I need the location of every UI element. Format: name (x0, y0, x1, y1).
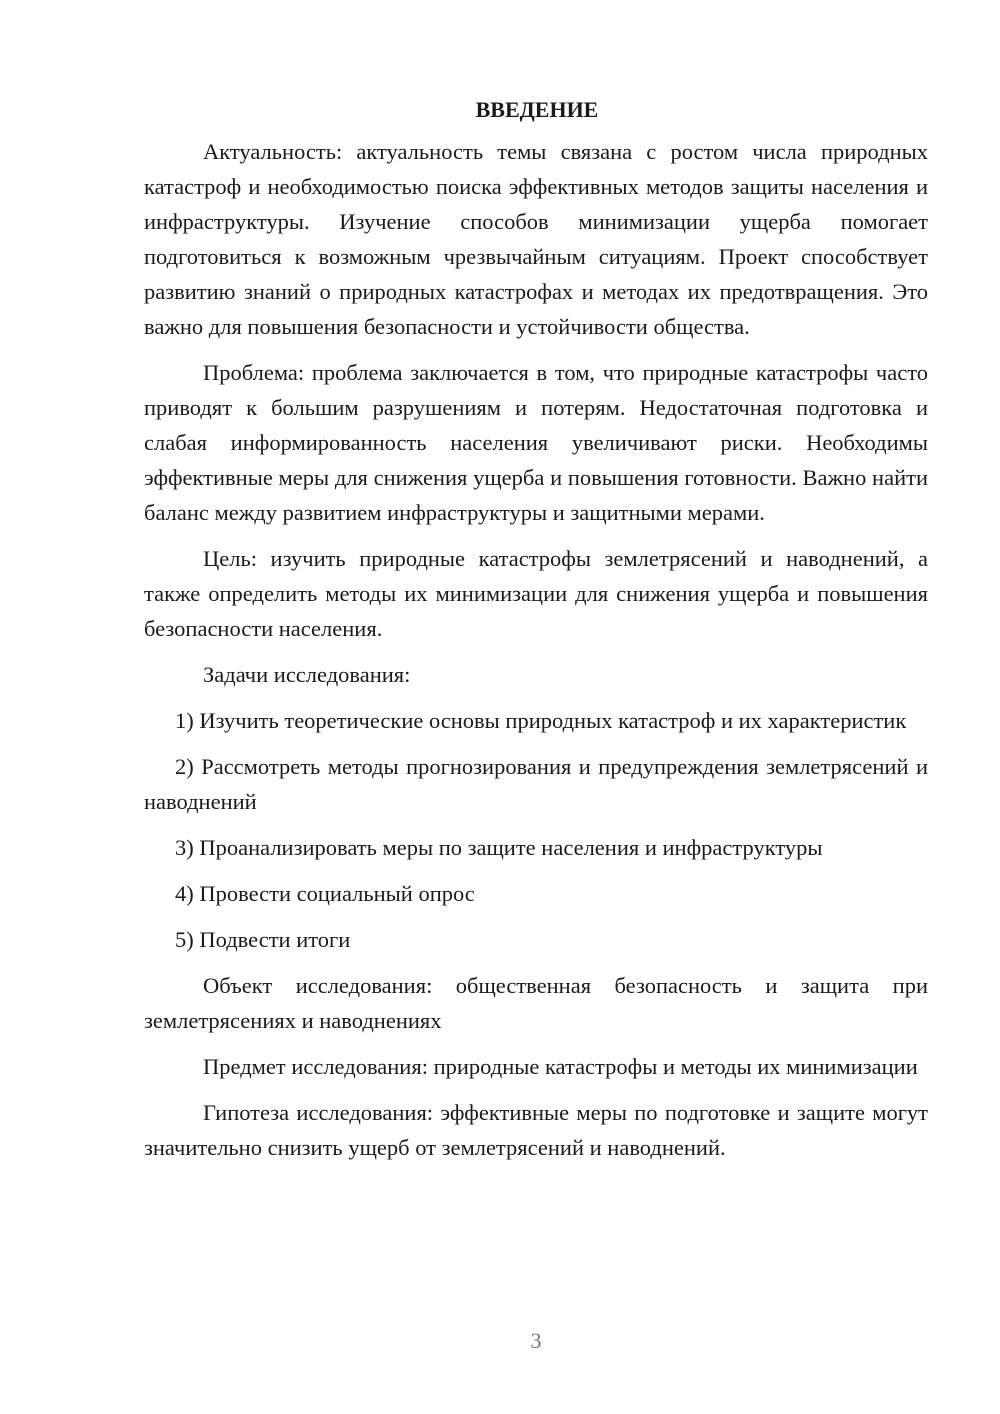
section-title: ВВЕДЕНИЕ (475, 97, 599, 122)
goal-paragraph: Цель: изучить природные катастрофы землетрясений и наводнений, а также определить методы их минимизации для снижения ущерба и повышения безопасности населения. (144, 546, 928, 641)
task-item: 2) Рассмотреть методы прогнозирования и предупреждения землетрясений и наводнений (144, 754, 928, 814)
task-item: 5) Подвести итоги (175, 927, 351, 952)
problem-paragraph: Проблема: проблема заключается в том, что природные катастрофы часто приводят к большим разрушениям и потерям. Недостаточная подготовка и слабая информированность населения увеличивают риски. Необходимы эффективные меры для снижения ущерба и повышения готовности. Важно найти баланс между развитием инфраструктуры и защитными мерами. (144, 360, 928, 525)
task-item: 3) Проанализировать меры по защите населения и инфраструктуры (175, 835, 823, 860)
task-item: 1) Изучить теоретические основы природных катастроф и их характеристик (175, 708, 907, 733)
tasks-list (144, 703, 928, 957)
subject-paragraph: Предмет исследования: природные катастрофы и методы их минимизации (203, 1054, 918, 1079)
hypothesis-paragraph: Гипотеза исследования: эффективные меры по подготовке и защите могут значительно снизить ущерб от землетрясений и наводнений. (144, 1100, 928, 1160)
tasks-heading: Задачи исследования: (203, 662, 411, 687)
task-item: 4) Провести социальный опрос (175, 881, 475, 906)
page-content (144, 92, 928, 1176)
relevance-paragraph: Актуальность: актуальность темы связана с ростом числа природных катастроф и необходимостью поиска эффективных методов защиты населения и инфраструктуры. Изучение способов минимизации ущерба помогает подготовиться к возможным чрезвычайным ситуациям. Проект способствует развитию знаний о природных катастрофах и методах их предотвращения. Это важно для повышения безопасности и устойчивости общества. (144, 139, 928, 339)
page-number: 3 (530, 1328, 542, 1353)
object-paragraph: Объект исследования: общественная безопасность и защита при землетрясениях и наводнениях (144, 973, 928, 1033)
